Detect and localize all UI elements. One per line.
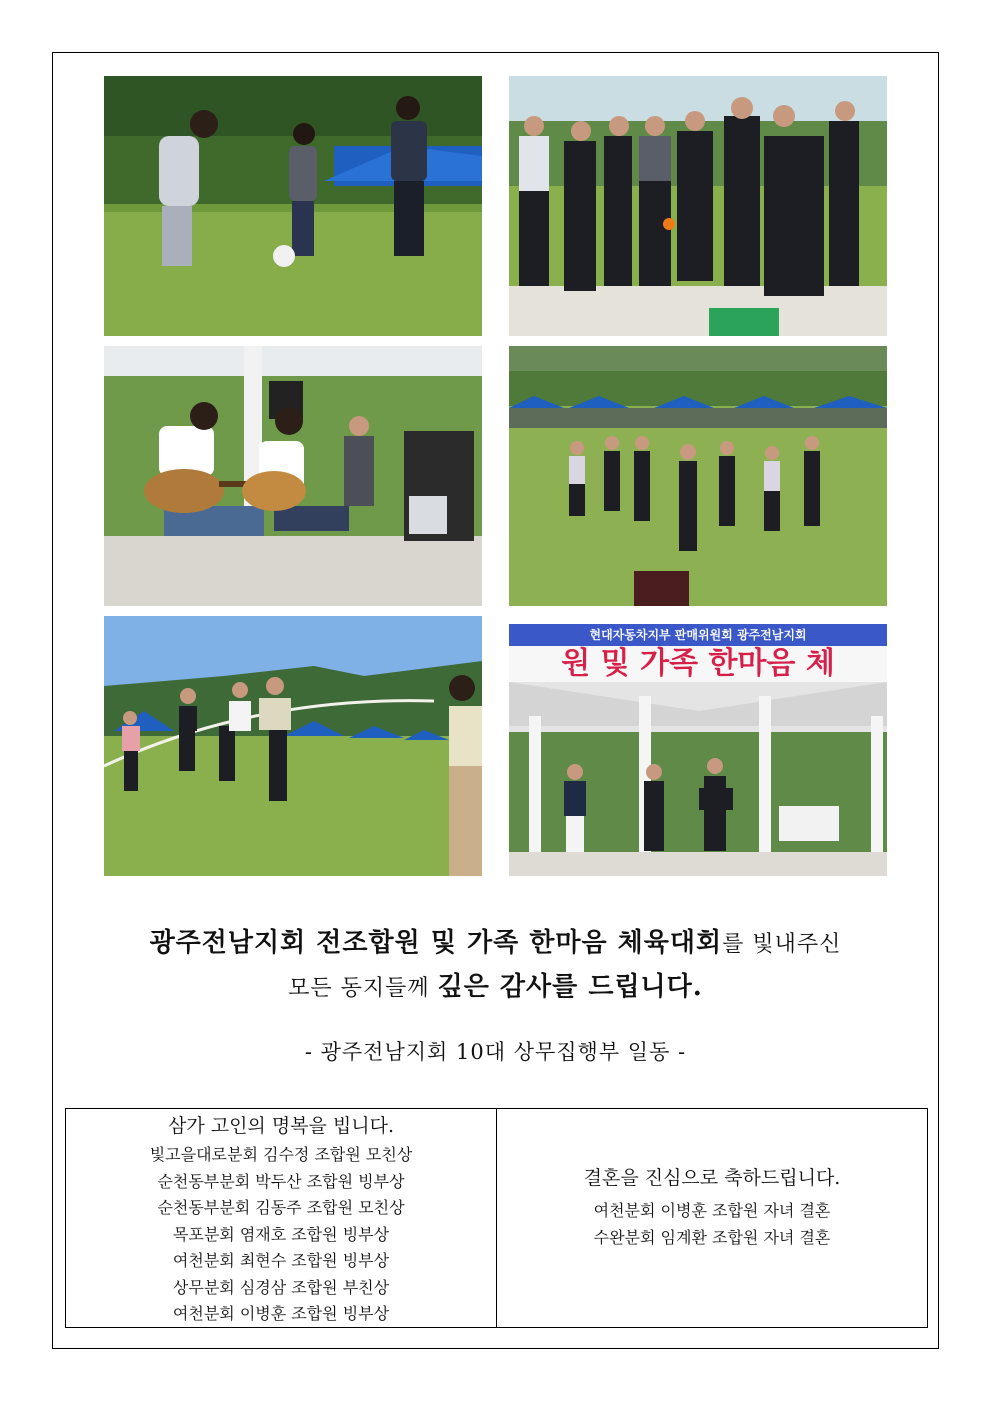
photo-soccer xyxy=(104,76,482,336)
thanks-event-name: 광주전남지회 전조합원 및 가족 한마음 체육대회 xyxy=(149,928,723,958)
condolence-title: 삼가 고인의 명복을 빕니다. xyxy=(167,1115,395,1137)
condolence-item: 순천동부분회 박두산 조합원 빙부상 xyxy=(157,1171,405,1191)
condolence-item: 상무분회 심경삼 조합원 부친상 xyxy=(172,1277,390,1297)
photo-circle xyxy=(509,346,887,606)
photo-jumprope xyxy=(104,616,482,876)
condolence-item: 순천동부분회 김동주 조합원 모친상 xyxy=(157,1198,405,1217)
wedding-item: 수완분회 임계환 조합원 자녀 결혼 xyxy=(593,1227,831,1247)
thanks-line-1 xyxy=(52,922,939,959)
signature: - 광주전남지회 10대 상무집행부 일동 - xyxy=(304,1040,687,1064)
photo-guitar xyxy=(104,346,482,606)
thanks-line-2-emphasis: 깊은 감사를 드립니다. xyxy=(437,972,703,1002)
photo-stage xyxy=(509,616,887,876)
condolence-item: 목포분회 염재호 조합원 빙부상 xyxy=(172,1224,390,1244)
thanks-line-2-lead: 모든 동지들께 xyxy=(288,976,438,1001)
photo-putting xyxy=(509,76,887,336)
wedding-section xyxy=(497,1109,927,1327)
wedding-item: 여천분회 이병훈 조합원 자녀 결혼 xyxy=(593,1201,831,1220)
condolence-item: 여천분회 이병훈 조합원 빙부상 xyxy=(172,1304,390,1323)
condolence-item: 여천분회 최현수 조합원 빙부상 xyxy=(172,1251,390,1270)
thanks-line-2 xyxy=(52,966,939,1003)
stage-banner-subtitle: 현대자동차지부 판매위원회 광주전남지회 xyxy=(589,628,807,642)
condolence-section xyxy=(66,1109,497,1327)
stage-banner-title: 원 및 가족 한마음 체 xyxy=(561,646,835,681)
condolence-item: 빛고을대로분회 김수정 조합원 모친상 xyxy=(149,1145,413,1164)
thanks-line-1-rest: 를 빛내주신 xyxy=(722,932,842,957)
wedding-title: 결혼을 진심으로 축하드립니다. xyxy=(583,1167,841,1189)
announcement-box xyxy=(65,1108,928,1328)
